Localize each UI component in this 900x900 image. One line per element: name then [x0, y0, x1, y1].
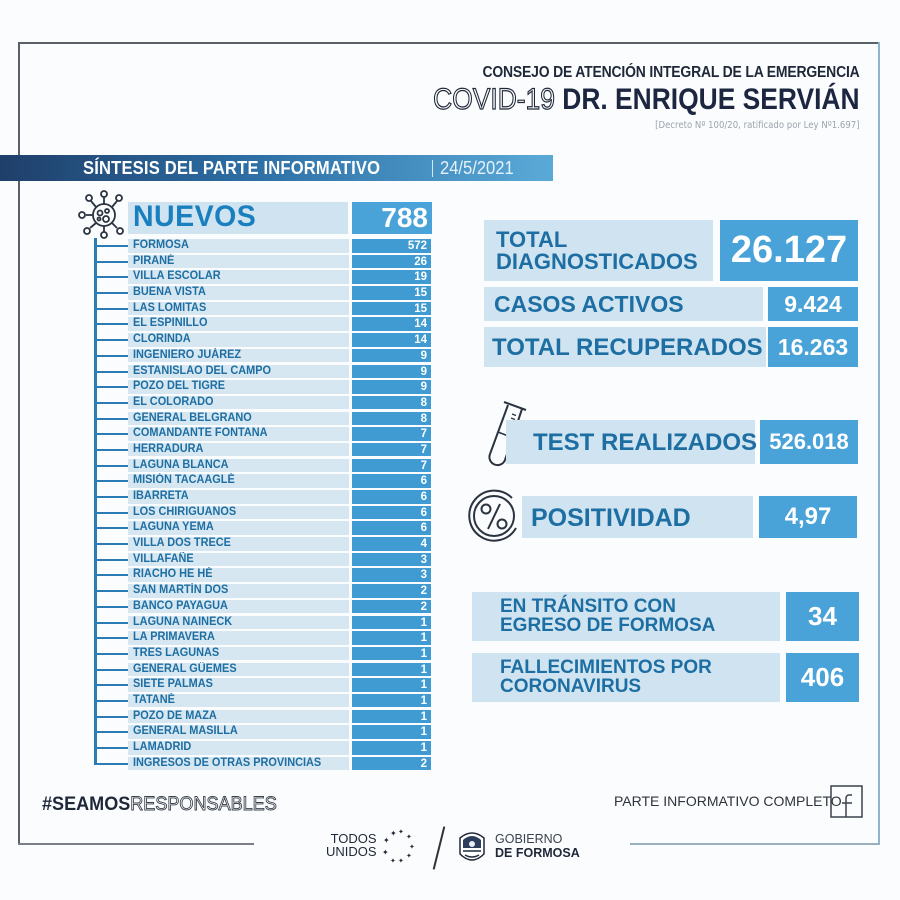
locality-row — [95, 489, 435, 505]
tree-branch — [95, 543, 128, 545]
locality-row — [95, 677, 435, 693]
locality-value: 3 — [420, 553, 427, 566]
locality-value-box — [352, 474, 431, 488]
locality-row — [95, 442, 435, 458]
locality-name: FORMOSA — [133, 239, 189, 251]
stat-label-line2: EGRESO DE FORMOSA — [500, 615, 716, 636]
locality-row — [95, 646, 435, 662]
locality-value: 15 — [414, 287, 427, 300]
stat-label: CASOS ACTIVOS — [494, 291, 684, 317]
locality-value: 8 — [420, 412, 427, 425]
locality-row — [95, 693, 435, 709]
page-title — [434, 84, 860, 116]
svg-text:✦: ✦ — [390, 857, 396, 865]
locality-value: 26 — [414, 255, 427, 268]
tree-branch — [95, 637, 128, 639]
locality-row — [95, 756, 435, 772]
locality-name: COMANDANTE FONTANA — [133, 427, 268, 440]
locality-name: SAN MARTÍN DOS — [133, 584, 229, 597]
locality-row — [95, 567, 435, 583]
locality-name: MISIÓN TACAAGLÉ — [133, 474, 235, 487]
locality-name: LAGUNA BLANCA — [133, 458, 229, 471]
tree-branch — [95, 512, 128, 514]
tree-branch — [95, 261, 128, 263]
locality-row — [95, 505, 435, 521]
locality-value-box — [352, 506, 431, 520]
locality-name: BANCO PAYAGUA — [133, 599, 228, 612]
tree-branch — [95, 308, 128, 310]
locality-row — [95, 316, 435, 332]
svg-text:✦: ✦ — [409, 843, 415, 851]
locality-name: GENERAL BELGRANO — [133, 411, 252, 424]
tree-branch — [95, 653, 128, 655]
locality-name: VILLA ESCOLAR — [133, 270, 221, 283]
title-covid: COVID-19 — [433, 83, 556, 116]
locality-row — [95, 662, 435, 678]
synthesis-bar — [0, 155, 553, 181]
locality-value: 9 — [420, 365, 427, 378]
locality-row — [95, 536, 435, 552]
locality-row — [95, 724, 435, 740]
svg-text:✦: ✦ — [406, 833, 412, 841]
locality-value-box — [352, 412, 431, 426]
locality-row — [95, 269, 435, 285]
tree-branch — [95, 402, 128, 404]
locality-value: 9 — [420, 349, 427, 362]
svg-text:✦: ✦ — [398, 828, 404, 836]
locality-value-box — [352, 663, 431, 677]
stat-label-line1: TOTAL — [496, 227, 568, 252]
locality-value: 9 — [420, 381, 427, 394]
locality-row — [95, 254, 435, 270]
locality-value: 8 — [420, 396, 427, 409]
frame-border-bottom-right — [630, 843, 880, 845]
locality-value-box — [352, 537, 431, 551]
locality-value: 2 — [420, 585, 427, 598]
locality-name: LOS CHIRIGUANOS — [133, 505, 237, 518]
tree-branch — [95, 323, 128, 325]
locality-row — [95, 411, 435, 427]
hashtag-outline: RESPONSABLES — [130, 794, 277, 815]
locality-value-box — [352, 694, 431, 708]
hashtag — [42, 794, 277, 816]
svg-text:✦: ✦ — [398, 857, 404, 865]
locality-value-box — [352, 302, 431, 316]
stat-label-line1: EN TRÁNSITO CON — [500, 596, 676, 617]
tree-branch — [95, 574, 128, 576]
locality-name: BUENA VISTA — [133, 286, 206, 299]
tree-branch — [95, 465, 128, 467]
locality-value: 6 — [420, 506, 427, 519]
separator — [432, 160, 433, 177]
tree-branch — [95, 606, 128, 608]
locality-row — [95, 364, 435, 380]
tree-branch — [95, 418, 128, 420]
tree-branch — [95, 449, 128, 451]
locality-name: SIETE PALMAS — [133, 678, 213, 691]
locality-name: EL COLORADO — [133, 395, 214, 408]
locality-name: CLORINDA — [133, 333, 191, 346]
locality-value-box — [352, 443, 431, 457]
locality-value-box — [352, 459, 431, 473]
locality-value: 6 — [420, 491, 427, 503]
tree-branch — [95, 731, 128, 733]
locality-value: 2 — [420, 757, 427, 770]
title-name: DR. ENRIQUE SERVIÁN — [562, 83, 860, 116]
locality-value-box — [352, 521, 431, 535]
locality-name: TATANÉ — [133, 693, 175, 706]
locality-row — [95, 285, 435, 301]
stat-label — [500, 597, 715, 635]
locality-value: 7 — [420, 443, 427, 456]
locality-value-box — [352, 710, 431, 724]
report-date: 24/5/2021 — [440, 158, 514, 178]
locality-value-box — [352, 270, 431, 284]
locality-name: GENERAL GÜEMES — [133, 662, 237, 675]
locality-value-box — [352, 631, 431, 645]
gobierno-formosa-logo — [495, 832, 580, 860]
todos-line2: UNIDOS — [326, 844, 377, 859]
locality-value: 1 — [420, 726, 427, 739]
stars-icon — [380, 828, 416, 866]
locality-value: 2 — [420, 600, 427, 613]
locality-value: 1 — [420, 632, 427, 645]
locality-value-box — [352, 600, 431, 614]
locality-value: 1 — [420, 647, 427, 660]
tree-branch — [95, 763, 128, 765]
tree-branch — [95, 386, 128, 388]
frame-border-right — [878, 42, 880, 845]
svg-text:✦: ✦ — [390, 829, 397, 838]
locality-value: 14 — [414, 334, 427, 347]
locality-value-box — [352, 349, 431, 363]
locality-name: GENERAL MASILLA — [133, 725, 238, 738]
tree-branch — [95, 669, 128, 671]
stat-value: 406 — [786, 653, 859, 702]
locality-value: 1 — [420, 710, 427, 723]
frame-border-bottom-left — [18, 843, 254, 845]
locality-value-box — [352, 678, 431, 692]
locality-name: INGRESOS DE OTRAS PROVINCIAS — [133, 756, 322, 769]
locality-value-box — [352, 757, 431, 771]
locality-row — [95, 583, 435, 599]
locality-name: LAMADRID — [133, 741, 192, 753]
locality-value: 14 — [414, 318, 427, 331]
stat-value: 4,97 — [759, 496, 857, 538]
locality-name: LAS LOMITAS — [133, 301, 207, 314]
locality-name: INGENIERO JUÁREZ — [133, 348, 242, 361]
locality-name: ESTANISLAO DEL CAMPO — [133, 364, 271, 377]
tree-branch — [95, 622, 128, 624]
locality-row — [95, 615, 435, 631]
locality-value-box — [352, 616, 431, 630]
stat-label — [500, 658, 712, 696]
todos-unidos-logo — [326, 832, 377, 858]
locality-value: 6 — [420, 475, 427, 488]
virus-icon — [76, 188, 132, 240]
locality-value: 572 — [407, 240, 427, 252]
locality-value-box — [352, 553, 431, 567]
tree-branch — [95, 684, 128, 686]
locality-value: 4 — [420, 538, 427, 551]
nuevos-total: 788 — [381, 202, 428, 233]
locality-row — [95, 709, 435, 725]
tree-branch — [95, 716, 128, 718]
tree-branch — [95, 480, 128, 482]
locality-row — [95, 520, 435, 536]
stat-label — [496, 229, 698, 273]
locality-row — [95, 332, 435, 348]
locality-row — [95, 348, 435, 364]
locality-row — [95, 552, 435, 568]
locality-row — [95, 473, 435, 489]
locality-value-box — [352, 255, 431, 269]
stat-label-line2: CORONAVIRUS — [500, 676, 642, 697]
locality-row — [95, 458, 435, 474]
locality-value-box — [352, 490, 431, 504]
locality-name: VILLA DOS TRECE — [133, 537, 231, 550]
decree-text: [Decreto Nº 100/20, ratificado por Ley Nº1.697] — [655, 120, 860, 131]
locality-name: RIACHO HE HÉ — [133, 568, 213, 581]
stat-label: TEST REALIZADOS — [533, 429, 758, 456]
locality-name: POZO DE MAZA — [133, 709, 217, 722]
formosa-shield-icon — [457, 828, 487, 864]
nuevos-total-box — [352, 202, 432, 234]
locality-name: LAGUNA YEMA — [133, 521, 214, 534]
facebook-icon[interactable] — [830, 785, 863, 818]
locality-row — [95, 630, 435, 646]
locality-name: LAGUNA NAINECK — [133, 615, 233, 628]
svg-text:✦: ✦ — [383, 836, 390, 845]
locality-value: 15 — [414, 302, 427, 315]
locality-row — [95, 301, 435, 317]
locality-value: 1 — [420, 694, 427, 707]
locality-value-box — [352, 584, 431, 598]
stat-label-line1: FALLECIMIENTOS POR — [500, 657, 712, 678]
locality-value: 1 — [420, 616, 427, 629]
locality-row — [95, 599, 435, 615]
locality-value-box — [352, 365, 431, 379]
tree-branch — [95, 339, 128, 341]
locality-value-box — [352, 396, 431, 410]
locality-name: VILLAFAÑE — [133, 552, 194, 565]
locality-row — [95, 426, 435, 442]
stat-value: 26.127 — [720, 220, 858, 281]
gobierno-line2: DE FORMOSA — [495, 846, 580, 860]
locality-name: EL ESPINILLO — [133, 317, 208, 330]
svg-text:✦: ✦ — [406, 852, 412, 860]
locality-value: 7 — [420, 428, 427, 441]
parte-completo-link[interactable]: PARTE INFORMATIVO COMPLETO — [614, 793, 842, 809]
tree-branch — [95, 245, 128, 247]
locality-value-box — [352, 333, 431, 347]
locality-value-box — [352, 725, 431, 739]
locality-value-box — [352, 286, 431, 300]
gobierno-line1: GOBIERNO — [495, 832, 563, 846]
stat-value: 526.018 — [760, 420, 858, 464]
organization-name: CONSEJO DE ATENCIÓN INTEGRAL DE LA EMERGENCIA — [482, 64, 860, 81]
header — [375, 64, 860, 131]
tree-branch — [95, 527, 128, 529]
stat-label: POSITIVIDAD — [531, 504, 691, 532]
tree-branch — [95, 292, 128, 294]
divider-slash — [433, 826, 446, 869]
locality-value: 3 — [420, 569, 427, 582]
stat-label-line2: DIAGNOSTICADOS — [496, 249, 698, 274]
locality-value: 6 — [420, 522, 427, 535]
stat-label: TOTAL RECUPERADOS — [492, 334, 763, 361]
nuevos-label: NUEVOS — [133, 200, 257, 233]
locality-value-box — [352, 741, 431, 755]
locality-value: 7 — [420, 459, 427, 472]
tree-branch — [95, 700, 128, 702]
locality-value-box — [352, 239, 431, 253]
locality-list — [95, 238, 435, 771]
locality-value: 19 — [414, 271, 427, 284]
locality-name: TRES LAGUNAS — [133, 646, 220, 659]
locality-name: POZO DEL TIGRE — [133, 380, 226, 393]
stat-value: 9.424 — [768, 287, 858, 321]
locality-row — [95, 238, 435, 254]
locality-value: 1 — [420, 663, 427, 676]
locality-value-box — [352, 427, 431, 441]
locality-row — [95, 740, 435, 756]
tree-branch — [95, 747, 128, 749]
tree-branch — [95, 433, 128, 435]
tree-branch — [95, 371, 128, 373]
locality-name: LA PRIMAVERA — [133, 631, 215, 644]
locality-value-box — [352, 317, 431, 331]
stat-value: 16.263 — [768, 327, 858, 367]
tree-branch — [95, 590, 128, 592]
frame-border-top — [18, 42, 880, 44]
locality-value-box — [352, 568, 431, 582]
tree-branch — [95, 355, 128, 357]
svg-text:✦: ✦ — [382, 848, 389, 857]
locality-name: IBARRETA — [133, 490, 189, 502]
stat-value: 34 — [786, 592, 859, 641]
hashtag-bold: #SEAMOS — [42, 794, 131, 815]
locality-name: PIRANÉ — [133, 254, 175, 267]
locality-row — [95, 379, 435, 395]
locality-value-box — [352, 380, 431, 394]
locality-name: HERRADURA — [133, 442, 204, 455]
tree-branch — [95, 559, 128, 561]
locality-value-box — [352, 647, 431, 661]
percent-icon — [464, 486, 524, 546]
tree-branch — [95, 496, 128, 498]
locality-row — [95, 395, 435, 411]
locality-value: 1 — [420, 679, 427, 692]
tree-branch — [95, 276, 128, 278]
todos-line1: TODOS — [330, 831, 377, 846]
locality-value: 1 — [420, 742, 427, 754]
synthesis-label: SÍNTESIS DEL PARTE INFORMATIVO — [83, 158, 381, 178]
